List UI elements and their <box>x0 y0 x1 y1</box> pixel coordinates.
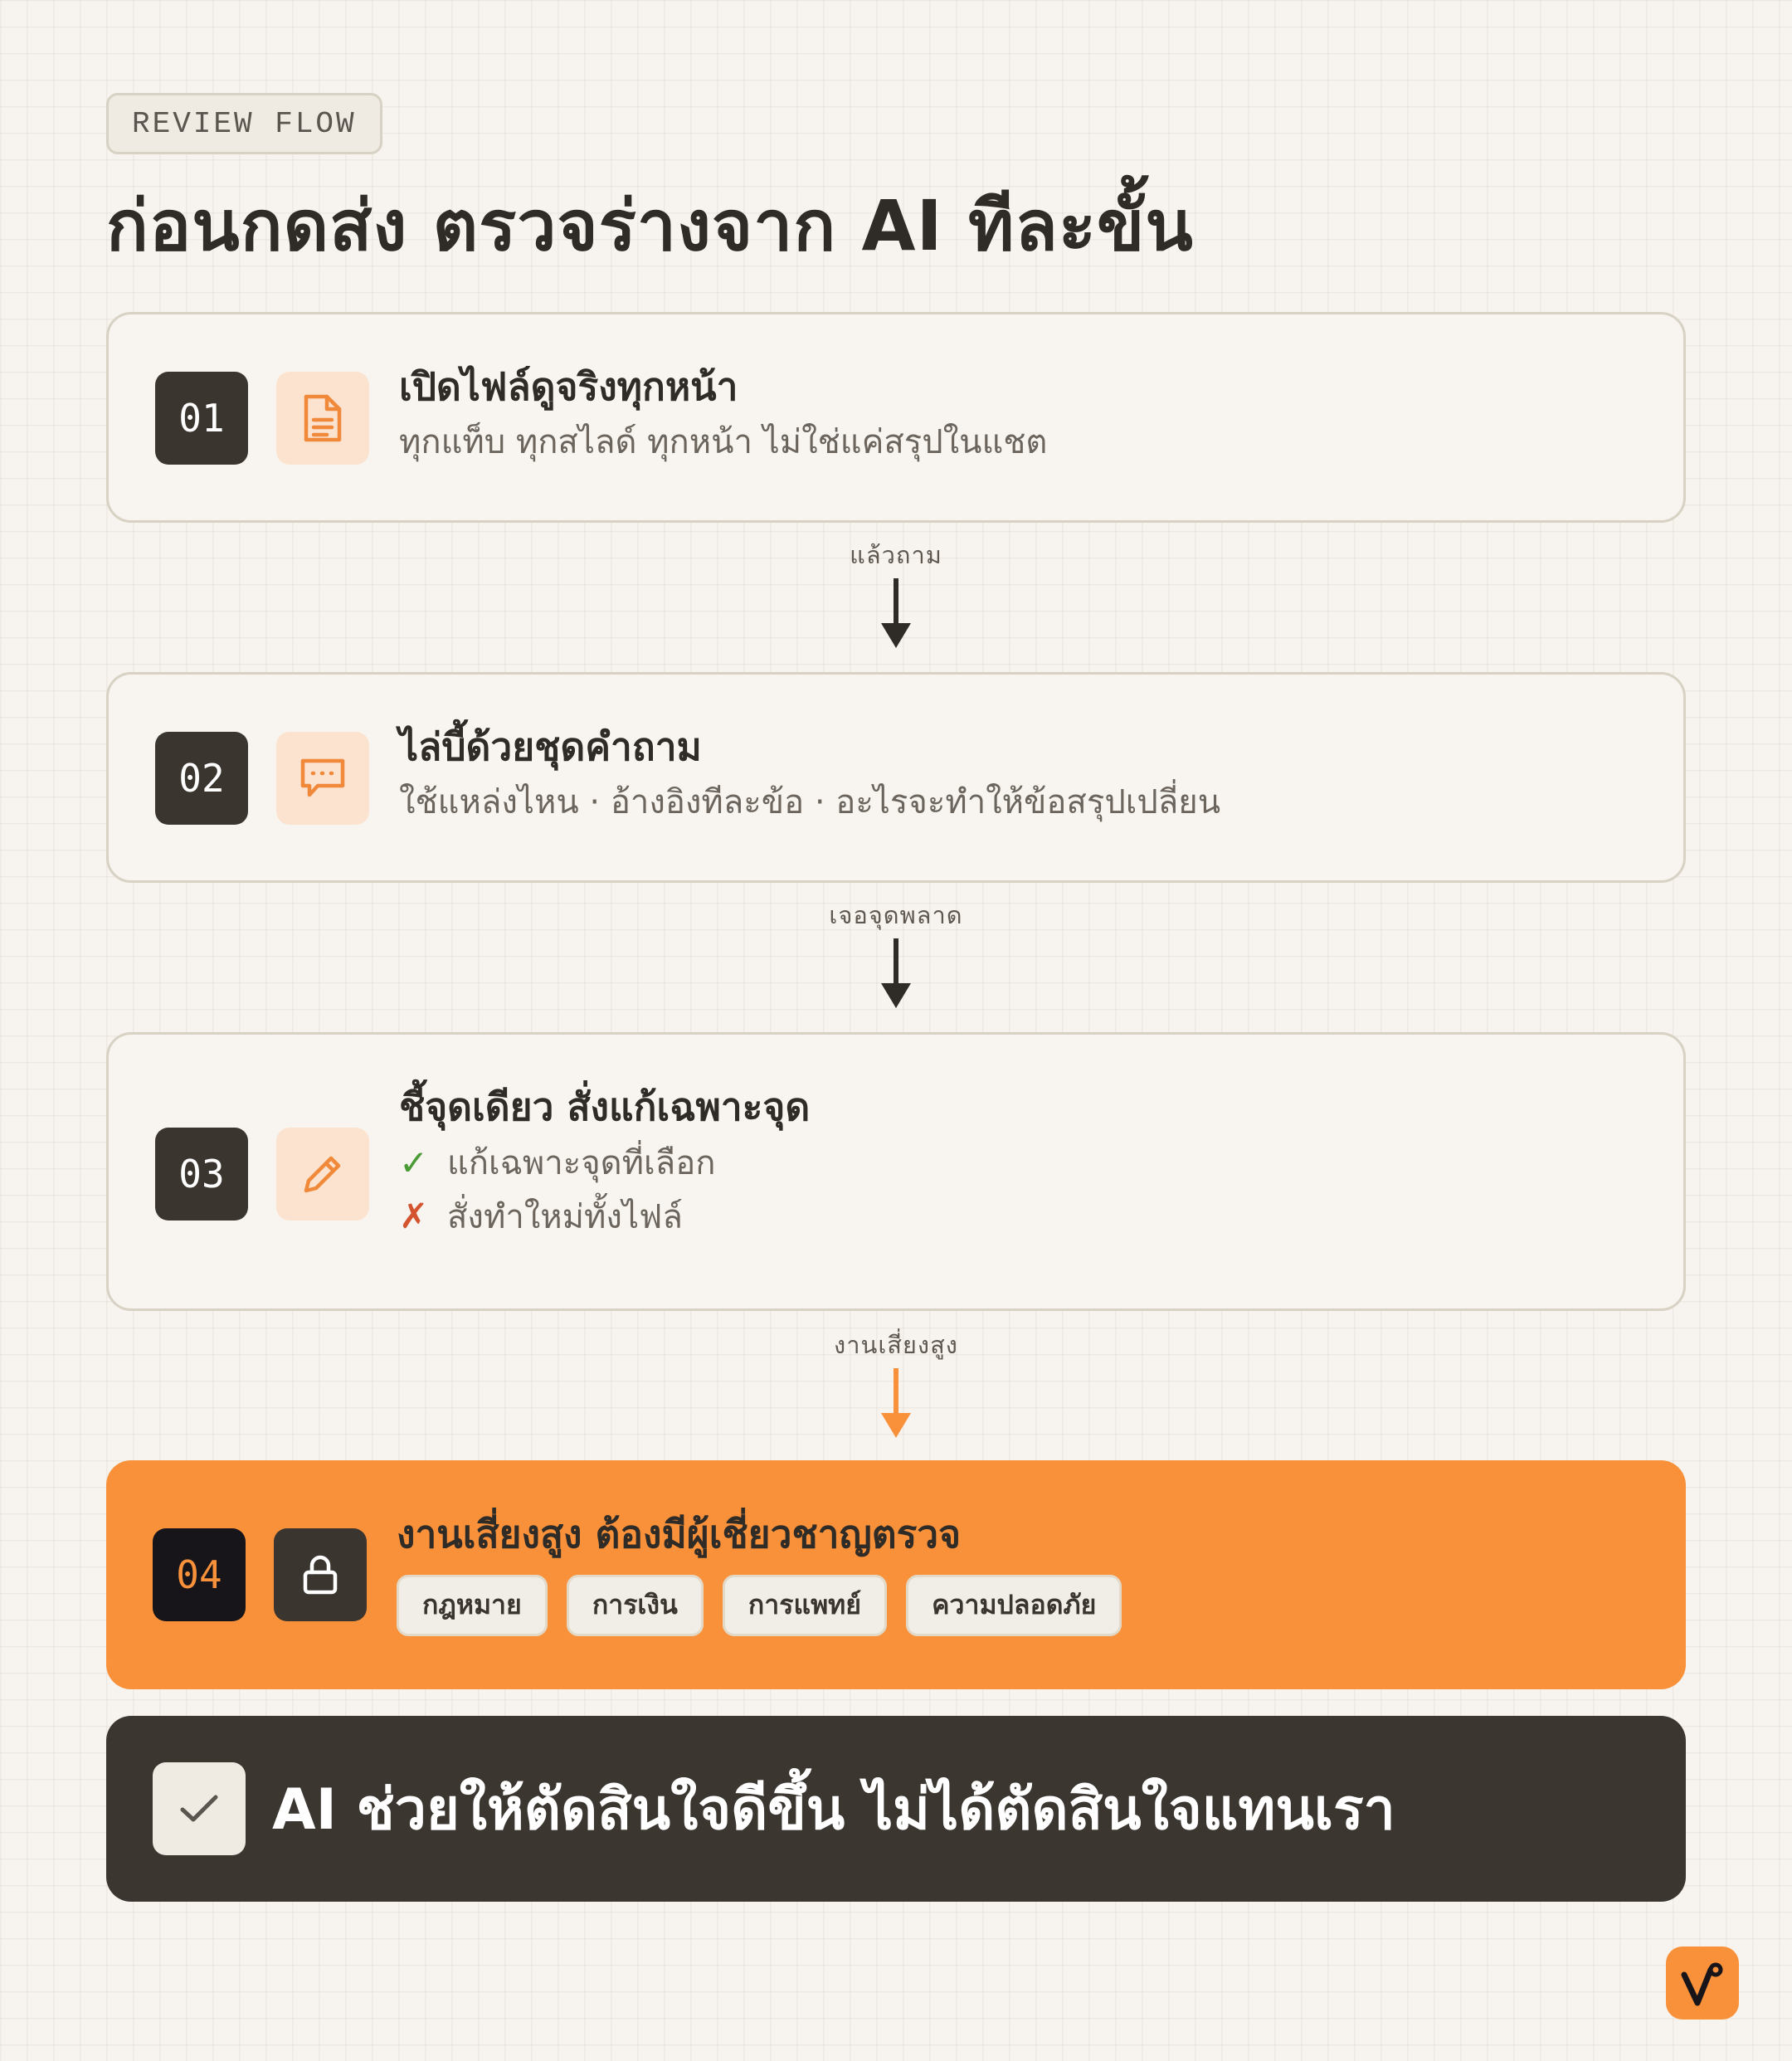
section-badge: REVIEW FLOW <box>106 93 382 154</box>
arrow-down-icon <box>878 578 914 650</box>
step-number: 01 <box>155 372 248 465</box>
step-title: ชี้จุดเดียว สั่งแก้เฉพาะจุด <box>399 1084 811 1129</box>
logo-icon <box>1666 1946 1739 2020</box>
step-card-2 <box>106 672 1686 883</box>
pencil-icon <box>276 1128 369 1221</box>
do-text: แก้เฉพาะจุดที่เลือก <box>447 1144 716 1183</box>
step-number: 02 <box>155 732 248 825</box>
summary-text: AI ช่วยให้ตัดสินใจดีขึ้น ไม่ได้ตัดสินใจแทนเรา <box>272 1777 1395 1843</box>
tag-chip: การแพทย์ <box>723 1575 887 1636</box>
step-card-1 <box>106 312 1686 523</box>
arrow-down-icon <box>878 938 914 1010</box>
connector-3 <box>813 1331 979 1440</box>
step-description: ทุกแท็บ ทุกสไลด์ ทุกหน้า ไม่ใช่แค่สรุปในแชต <box>399 422 1048 461</box>
lock-icon <box>274 1528 367 1621</box>
cross-mark-icon: ✗ <box>399 1196 429 1237</box>
step-title: เปิดไฟล์ดูจริงทุกหน้า <box>399 364 738 409</box>
connector-label: แล้วถาม <box>850 541 942 569</box>
step-number: 03 <box>155 1128 248 1221</box>
tag-chip: การเงิน <box>567 1575 704 1636</box>
step-title: ไล่บี้ด้วยชุดคำถาม <box>399 724 702 769</box>
connector-2 <box>813 901 979 1010</box>
document-icon <box>276 372 369 465</box>
connector-1 <box>813 541 979 650</box>
dont-item <box>399 1194 1650 1240</box>
tag-chip: กฎหมาย <box>397 1575 548 1636</box>
step-number: 04 <box>153 1528 246 1621</box>
page-title: ก่อนกดส่ง ตรวจร่างจาก AI ทีละขั้น <box>106 185 1194 266</box>
connector-label: งานเสี่ยงสูง <box>834 1331 958 1359</box>
do-item <box>399 1141 1650 1186</box>
tag-chip: ความปลอดภัย <box>906 1575 1122 1636</box>
check-mark-icon: ✓ <box>399 1142 429 1183</box>
step-card-4 <box>106 1460 1686 1689</box>
step-card-3 <box>106 1032 1686 1311</box>
arrow-down-icon <box>878 1368 914 1440</box>
summary-banner <box>106 1716 1686 1902</box>
step-title: งานเสี่ยงสูง ต้องมีผู้เชี่ยวชาญตรวจ <box>397 1512 962 1557</box>
chat-icon <box>276 732 369 825</box>
connector-label: เจอจุดพลาด <box>829 901 963 929</box>
step-description: ใช้แหล่งไหน · อ้างอิงทีละข้อ · อะไรจะทำให้ข้อสรุปเปลี่ยน <box>399 782 1221 821</box>
dont-text: สั่งทำใหม่ทั้งไฟล์ <box>447 1197 683 1236</box>
tag-list <box>397 1575 1653 1636</box>
check-icon <box>153 1762 246 1855</box>
